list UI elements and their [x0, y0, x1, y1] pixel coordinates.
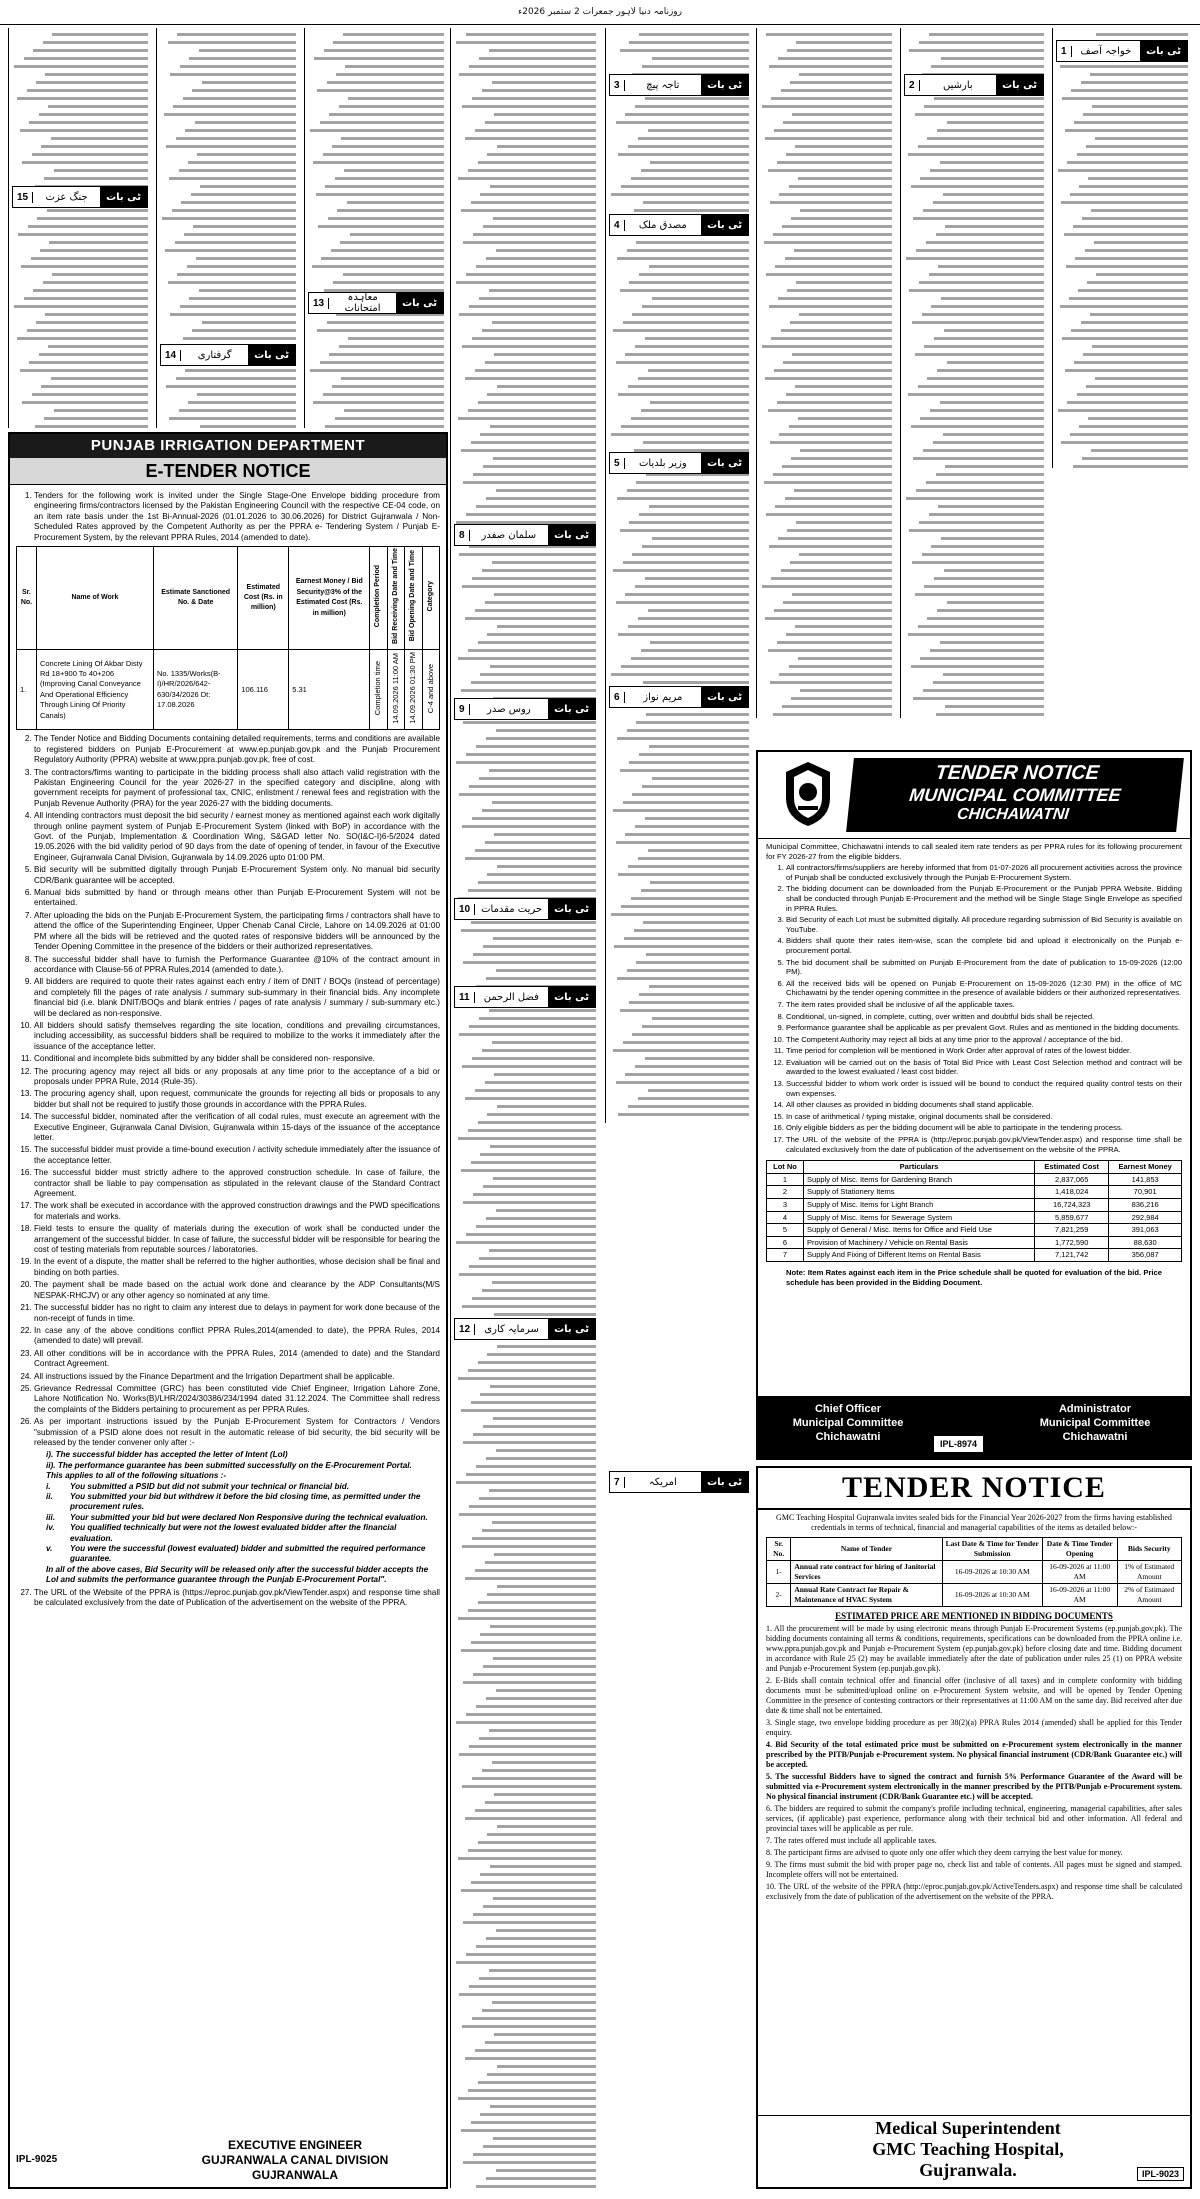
mc-table-cell: 2,837,065	[1035, 1173, 1109, 1186]
pid-table-header: Bid Opening Date and Time	[405, 547, 422, 650]
mc-item: 14. All other clauses as provided in bidding documents shall stand applicable.	[786, 1100, 1182, 1110]
headline-number: 15	[13, 192, 33, 203]
pid-table-cell: 14.09.2026 01:30 PM	[405, 650, 422, 730]
pid-sign-2: GUJRANWALA CANAL DIVISION	[201, 2153, 389, 2167]
pid-table-header: Bid Receiving Date and Time	[387, 547, 404, 650]
mc-table-header: Estimated Cost	[1035, 1161, 1109, 1174]
pid-item: 18. Field tests to ensure the quality of materials during the execution of work shall be conducted under the arrangement of the successful bidder. In case of failure, the successful bidder will be responsible for bearing the cost of testing materials from reputable sources / laboratories.	[34, 1224, 440, 1255]
case-num: iv.	[46, 1523, 55, 1533]
pid-item: 23. All other conditions will be in accordance with the PPRA Rules, 2014 (amended to date) and the Standard Contract Agreement.	[34, 1349, 440, 1370]
gmc-table-cell: 16-09-2026 at 10:30 AM	[942, 1561, 1042, 1584]
gmc-item: 4. Bid Security of the total estimated price must be submitted on e-Procurement system electronically in the manner prescribed by the PITB/Punjab e-Procurement system. No physical financial instrument (CDR/Bank Guarantee etc.) will be accepted.	[766, 1740, 1182, 1769]
mc-sign-right-2: Municipal Committee	[1039, 1417, 1151, 1429]
pid-ipl: IPL-9025	[16, 2154, 58, 2165]
mc-table-cell: 2	[767, 1186, 804, 1199]
gmc-item: 10. The URL of the website of the PPRA (http://eproc.punjab.gov.pk/ActiveTenders.aspx) and response time shall be calculated exclusively from the date of publication of the advertisement on the website of the PPRA.	[766, 1882, 1182, 1901]
pid-item: 13. The procuring agency shall, upon request, communicate the grounds for rejecting all bids or proposals to any bidder but shall not be required to justify those grounds in accordance with the PPRA Rules.	[34, 1089, 440, 1110]
mc-table-cell: Supply And Fixing of Different Items on Rental Basis	[804, 1249, 1035, 1262]
pid-table-cell: Completion time	[370, 650, 387, 730]
gmc-table-cell: Annual rate contract for hiring of Janitorial Services	[791, 1561, 942, 1584]
mc-table-cell: 1	[767, 1173, 804, 1186]
gmc-table-header: Bids Security	[1117, 1538, 1181, 1561]
case-text: You were the successful (lowest evaluated) bidder and submitted the required performance guarantee.	[70, 1544, 426, 1564]
gmc-table-cell: 16-09-2026 at 11:00 AM	[1042, 1584, 1117, 1607]
news-headline	[609, 686, 749, 708]
case-num: iii.	[46, 1512, 56, 1522]
gmc-table-row	[767, 1561, 1182, 1584]
pid-psid-tail: In all of the above cases, Bid Security will be released only after the successful bidder accepts the LoI and submits the performance guarantee through the Punjab E-Procurement Portal".	[46, 1564, 429, 1585]
pid-item: 12. The procuring agency may reject all bids or any proposals at any time prior to the acceptance of a bid or proposals under PPRA Rule, 2014 (Rule-35).	[34, 1067, 440, 1088]
mc-table-cell: 70,901	[1109, 1186, 1182, 1199]
headline-number: 10	[455, 904, 475, 915]
pid-item: 25. Grievance Redressal Committee (GRC) has been constituted vide Chief Engineer, Irrigation Lahore Zone, Lahore Notification No. Works(B)/LHR/2024/30386/234/1994 dated 31.12.2024. The Committee shall redress the complaints of the Bidders pertaining to procurement as per PPRA Rules.	[34, 1384, 440, 1415]
pid-table-cell: 1.	[17, 650, 37, 730]
pid-psid-case	[46, 1482, 440, 1492]
gmc-sign-2: GMC Teaching Hospital,	[872, 2139, 1064, 2159]
mc-table-cell: Supply of Misc. Items for Light Branch	[804, 1199, 1035, 1212]
pid-item: 9. All bidders are required to quote their rates against each entry / item of DNIT / BOQs (instead of percentage) and completely fill the pages of rate analysis / summary sub-summary in their financial bids. Any incomplete financial bid (i.e. blank DNIT/BOQs and blank entries / pages of rate analysis / summary / sub-summary etc.) will be declared as non-responsive.	[34, 977, 440, 1019]
mc-table-cell: 1,418,024	[1035, 1186, 1109, 1199]
news-headline	[609, 1471, 749, 1493]
gmc-sign-1: Medical Superintendent	[875, 2118, 1061, 2138]
headline-tag: ٹی بات	[548, 987, 595, 1007]
news-headline	[12, 186, 148, 208]
gmc-item: 6. The bidders are required to submit the company's profile including technical, engineering, managerial capabilities, after sales services, (if applicable) past experience, performance along with their technical bid and other information. All federal and provincial taxes will be applicable as per rule.	[766, 1804, 1182, 1833]
gmc-item: 9. The firms must submit the bid with proper page no, check list and table of contents. All pages must be signed and stamped. Incomplete offers will not be entertained.	[766, 1860, 1182, 1879]
headline-name: خواجہ آصف	[1080, 45, 1132, 57]
pid-table	[16, 546, 440, 730]
mc-item: 13. Successful bidder to whom work order is issued will be bound to conduct the required quality control tests on their own expenses.	[786, 1079, 1182, 1098]
headline-tag: ٹی بات	[548, 1319, 595, 1339]
pid-item: 16. The successful bidder must strictly adhere to the approved construction schedule. In case of failure, the contractor shall be liable to pay compensation as stipulated in the relevant clause of the Standard Contract Agreement.	[34, 1168, 440, 1199]
news-headline	[454, 524, 596, 546]
mc-title-1: TENDER NOTICE	[934, 762, 1101, 784]
pid-table-header: Name of Work	[36, 547, 153, 650]
mc-item: 4. Bidders shall quote their rates item-wise, scan the complete bid and upload it electronically on the Punjab e-procurement portal.	[786, 936, 1182, 955]
pid-tender	[8, 432, 448, 2189]
pid-item: 22. In case any of the above conditions conflict PPRA Rules,2014(amended to date), the PPRA Rules, 2014 (amended to date) will prevail.	[34, 1326, 440, 1347]
pid-table-cell: No. 1335/Works(B-I)/HR/2026/642-630/34/2026 Dt: 17.08.2026	[153, 650, 237, 730]
pid-table-cell: 106.116	[238, 650, 289, 730]
pid-psid-case	[46, 1492, 440, 1513]
headline-name: سلمان صفدر	[481, 529, 537, 541]
news-headline	[1056, 40, 1188, 62]
mc-sign-left-1: Chief Officer	[814, 1403, 881, 1415]
mc-table-row	[767, 1249, 1182, 1262]
headline-number: 11	[455, 992, 475, 1003]
pid-psid-case	[46, 1523, 440, 1544]
mc-table-header: Particulars	[804, 1161, 1035, 1174]
mc-note: Note: Item Rates against each item in the Price schedule shall be quoted for evaluation of the bid. Price schedule has been provided in the Bidding Document.	[786, 1267, 1162, 1287]
news-column	[900, 28, 1048, 718]
mc-table-cell: 16,724,323	[1035, 1199, 1109, 1212]
gmc-table-cell: 16-09-2026 at 11:00 AM	[1042, 1561, 1117, 1584]
mc-item: 17. The URL of the website of the PPRA is (http://eproc.punjab.gov.pk/ViewTender.aspx) and response time shall be calculated exclusively from the date of publication of the advertisement on the website of the PPRA.	[786, 1135, 1182, 1154]
pid-item: 4. All intending contractors must deposit the bid security / earnest money as mentioned against each work digitally through online payment system of Punjab E-Procurement System (linked with BoP) in accordance with the Govt. of the Punjab, Implementation & Coordination Wing, S&GAD letter No. SO(I&C-I)6-5/2024 dated 19.05.2026 with the bid validity period of 90 days from the date of opening of tender, in favour of the Executive Engineer, Gujranwala Canal Division, Gujranwala by 14.09.2026 upto 01:00 PM.	[34, 811, 440, 863]
headline-name: بارشیں	[942, 79, 973, 91]
mc-table-cell: Supply of General / Misc. Items for Office and Field Use	[804, 1224, 1035, 1237]
gmc-table-header: Date & Time Tender Opening	[1042, 1538, 1117, 1561]
mc-table-cell: Provision of Machinery / Vehicle on Rental Basis	[804, 1236, 1035, 1249]
pid-psid-case	[46, 1513, 440, 1523]
headline-name: وزیر بلدیات	[638, 457, 687, 469]
pid-psid-line: This applies to all of the following situations :-	[46, 1471, 227, 1481]
pid-psid-line: i). The successful bidder has accepted the letter of Intent (LoI)	[46, 1450, 288, 1460]
pid-item: 10. All bidders should satisfy themselves regarding the site location, conditions and prevailing circumstances, including accessibility, as successful bidders shall be required to mobilize to the works it immediately after the issuance of the acceptance letter.	[34, 1021, 440, 1052]
news-column	[304, 28, 448, 428]
headline-number: 7	[610, 1477, 625, 1488]
case-num: i.	[46, 1481, 51, 1491]
headline-number: 14	[161, 350, 181, 361]
mc-item: 10. The Competent Authority may reject all bids at any time prior to the approval / acceptance of the bid.	[786, 1035, 1182, 1045]
gmc-table-header: Name of Tender	[791, 1538, 942, 1561]
mc-item: 16. Only eligible bidders as per the bidding document will be able to participate in the tendering process.	[786, 1123, 1182, 1133]
headline-number: 9	[455, 704, 470, 715]
news-headline	[454, 1318, 596, 1340]
pid-item: 3. The contractors/firms wanting to participate in the bidding process shall also attach valid registration with the Pakistan Engineering Council for the year 2026-27 in the specified category and discipline, along with government receipts for payment of professional tax, CNIC, enlistment / renewal fees and registration with the Punjab Revenue Authority (PRA) for the year 2026-27 with the bidding documents.	[34, 768, 440, 810]
mc-table-cell: 7	[767, 1249, 804, 1262]
gmc-item: 1. All the procurement will be made by using electronic means through Punjab E-Procurement Systems (ep.punjab.gov.pk). The bidding documents containing all terms & conditions, requirements, specifications can be downloaded from the PPRA online i.e. www.ppra.punjab.gov.pk and Punjab e-Procurement System (ep.punjab.gov.pk) before closing date and time. Bidding document in accordance with Rule 25 (2) may be available immediately after the date of publication under rules 25 (1) on PPRA website and Punjab e-Procurement System (ep.punjab.gov.pk).	[766, 1624, 1182, 1673]
headline-name: مصدق ملک	[638, 219, 687, 231]
case-text: You submitted your bid but withdrew it before the bid closing time, as permitted under the procurement rules.	[70, 1492, 421, 1512]
gmc-estimated: ESTIMATED PRICE ARE MENTIONED IN BIDDING DOCUMENTS	[835, 1611, 1113, 1621]
pid-dept: PUNJAB IRRIGATION DEPARTMENT	[10, 434, 446, 458]
case-num: ii.	[46, 1492, 53, 1502]
mc-table-cell: 6	[767, 1236, 804, 1249]
pid-title: E-TENDER NOTICE	[10, 458, 446, 485]
mc-table	[766, 1160, 1182, 1262]
news-headline	[454, 898, 596, 920]
pid-item: 6. Manual bids submitted by hand or through means other than Punjab E-Procurement System will not be entertained.	[34, 888, 440, 909]
gmc-intro: GMC Teaching Hospital Gujranwala invites sealed bids for the Financial Year 2026-2027 from the firms having established credentials in terms of technical, financial and managerial capabilities of the items as detailed below:-	[776, 1513, 1172, 1532]
headline-number: 6	[610, 692, 625, 703]
mc-table-row	[767, 1236, 1182, 1249]
case-text: You qualified technically but were not the lowest evaluated bidder after the financial evaluation.	[70, 1523, 397, 1543]
pid-item: 11. Conditional and incomplete bids submitted by any bidder shall be considered non- responsive.	[34, 1054, 440, 1064]
mc-title-3: CHICHAWATNI	[956, 806, 1070, 823]
gmc-ipl: IPL-9023	[1137, 2167, 1184, 2181]
mc-table-cell: 88,630	[1109, 1236, 1182, 1249]
news-column	[605, 28, 753, 1123]
headline-name: روس صدر	[487, 703, 531, 715]
mc-intro: Municipal Committee, Chichawatni intends to call sealed item rate tenders as per PPRA rules for its following procurement for FY 2026-27 from the eligible bidders.	[766, 842, 1182, 861]
mc-sign-right-3: Chichawatni	[1062, 1431, 1128, 1443]
news-headline	[454, 986, 596, 1008]
headline-tag: ٹی بات	[548, 525, 595, 545]
gmc-table-cell: 2% of Estimated Amount	[1117, 1584, 1181, 1607]
mc-table-header: Lot No	[767, 1161, 804, 1174]
pid-item: 26. As per important instructions issued by the Punjab E-Procurement System for Contractors / Vendors "submission of a PSID alone does not result in the automatic release of bid security, the bid security will be released by the tender convener only after :-	[34, 1417, 440, 1448]
news-headline	[609, 452, 749, 474]
gmc-sign-3: Gujranwala.	[919, 2160, 1017, 2180]
pid-item: 24. All instructions issued by the Finance Department and the Irrigation Department shall be applicable.	[34, 1372, 440, 1382]
headline-name: تاجہ پیچ	[646, 79, 680, 91]
news-column	[756, 28, 896, 718]
headline-tag: ٹی بات	[701, 1472, 748, 1492]
mc-item: 11. Time period for completion will be mentioned in Work Order after approval of rates of the lowest bidder.	[786, 1046, 1182, 1056]
headline-number: 5	[610, 458, 625, 469]
case-num: v.	[46, 1544, 53, 1554]
gmc-title: TENDER NOTICE	[758, 1468, 1190, 1510]
pid-item: 2. The Tender Notice and Bidding Documents containing detailed requirements, terms and conditions are available to registered bidders on Punjab E-Procurement at www.ep.punjab.gov.pk and the Punjab Procurement Regulatory Authority (PPRA) website at www.ppra.punjab.gov.pk, free of cost.	[34, 734, 440, 765]
headline-name: حریت مقدمات	[481, 903, 543, 915]
headline-name: سرمایہ کاری	[484, 1323, 539, 1335]
mc-table-cell: 141,853	[1109, 1173, 1182, 1186]
mc-sign-left-3: Chichawatni	[815, 1431, 881, 1443]
headline-tag: ٹی بات	[701, 687, 748, 707]
news-headline	[904, 74, 1044, 96]
headline-tag: ٹی بات	[548, 699, 595, 719]
headline-name: جنگ عزت	[45, 191, 88, 203]
pid-table-cell: 14.09.2026 11:00 AM	[387, 650, 404, 730]
mc-table-row	[767, 1211, 1182, 1224]
pid-table-cell: C-4 and above	[422, 650, 439, 730]
headline-tag: ٹی بات	[100, 187, 147, 207]
news-headline	[160, 344, 296, 366]
pid-item-27: 27. The URL of the Website of the PPRA is (https://eproc.punjab.gov.pk/ViewTender.aspx) and response time shall be calculated exclusively from the date of Publication of the advertisement on the website of the PPRA.	[34, 1588, 440, 1609]
mc-item: 7. The item rates provided shall be inclusive of all the applicable taxes.	[786, 1000, 1182, 1010]
pid-table-cell: 5.31	[289, 650, 370, 730]
gmc-item: 5. The successful Bidders have to signed the contract and furnish 5% Performance Guarantee of the Award will be submitted via e-Procurement system electronically in the manner prescribed by the PITB/Punjab e-Procurement system. No physical financial instrument (CDR/Bank Guarantee etc.) will be accepted.	[766, 1772, 1182, 1801]
gmc-tender	[756, 1466, 1192, 2189]
mc-table-cell: 7,821,259	[1035, 1224, 1109, 1237]
headline-tag: ٹی بات	[1140, 41, 1187, 61]
mc-item: 6. All the received bids will be opened on Punjab E-Procurement on 15-09-2026 (12:30 PM) in the office of MC Chichawatni by the tender opening committee in the presence of available bidders or their authorized representatives.	[786, 979, 1182, 998]
mc-logo	[778, 758, 838, 830]
mc-table-cell: 4	[767, 1211, 804, 1224]
mc-title-2: MUNICIPAL COMMITTEE	[908, 785, 1122, 805]
mc-table-cell: 3	[767, 1199, 804, 1212]
pid-psid-case	[46, 1544, 440, 1565]
mc-sign-left-2: Municipal Committee	[792, 1417, 904, 1429]
gmc-table-header: Last Date & Time for Tender Submission	[942, 1538, 1042, 1561]
headline-name: فضل الرحمن	[483, 991, 539, 1003]
mc-item: 12. Evaluation will be carried out on the basis of Total Bid Price with Least Cost Selection method and contract will be awarded to the lowest evaluated / least cost bidder.	[786, 1058, 1182, 1077]
pid-table-header: Earnest Money / Bid Security@3% of the Estimated Cost (Rs. in million)	[289, 547, 370, 650]
pid-item: 8. The successful bidder shall have to furnish the Performance Guarantee @10% of the contract amount in accordance with Clause-56 of PPRA Rules,2014 (amended to date.).	[34, 955, 440, 976]
headline-number: 12	[455, 1324, 475, 1335]
headline-number: 1	[1057, 46, 1072, 57]
mc-table-row	[767, 1173, 1182, 1186]
headline-tag: ٹی بات	[701, 453, 748, 473]
mc-table-cell: Supply of Misc. Items for Gardening Branch	[804, 1173, 1035, 1186]
gmc-table-cell: 1% of Estimated Amount	[1117, 1561, 1181, 1584]
mc-item: 8. Conditional, un-signed, in complete, cutting, over written and doubtful bids shall be rejected.	[786, 1012, 1182, 1022]
mc-item: 2. The bidding document can be downloaded from the Punjab E-Procurement or the Punjab PPRA Website. Bidding shall be conducted through Punjab E-Procurement and the method will be Single Stage Single Envelope as specified in PPRA Rules.	[786, 884, 1182, 913]
headline-name: امریکہ	[648, 1476, 677, 1488]
mc-table-cell: Supply of Stationery Items	[804, 1186, 1035, 1199]
pid-table-header: Completion Period	[370, 547, 387, 650]
mc-table-cell: 5,859,677	[1035, 1211, 1109, 1224]
headline-name: معاہدہ امتحانات	[344, 292, 381, 314]
mc-item: 1. All contractors/firms/suppliers are hereby informed that from 01-07-2026 all procurement activities across the province of Punjab shall be conducted exclusively through the Punjab E-Procurement System.	[786, 863, 1182, 882]
pid-item: 17. The work shall be executed in accordance with the approved construction drawings and the PWD specifications for materials and works.	[34, 1201, 440, 1222]
gmc-table-header: Sr. No.	[767, 1538, 791, 1561]
mc-table-cell: 356,087	[1109, 1249, 1182, 1262]
gmc-table-cell: 1-	[767, 1561, 791, 1584]
gmc-table-cell: Annual Rate Contract for Repair & Maintenance of HVAC System	[791, 1584, 942, 1607]
mc-item: 15. In case of arithmetical / typing mistake, original documents shall be considered.	[786, 1112, 1182, 1122]
headline-tag: ٹی بات	[701, 75, 748, 95]
pid-sign-1: EXECUTIVE ENGINEER	[227, 2138, 363, 2152]
pid-psid-line: ii). The performance guarantee has been submitted successfully on the E-Procurement Portal.	[46, 1460, 412, 1470]
news-headline	[308, 292, 444, 314]
headline-tag: ٹی بات	[996, 75, 1043, 95]
news-column	[1052, 28, 1192, 468]
mc-table-row	[767, 1224, 1182, 1237]
pid-item: 5. Bid security will be submitted digitally through Punjab E-Procurement System only. No manual bid security CDR/Bank guarantee will be accepted.	[34, 865, 440, 886]
headline-number: 2	[905, 80, 920, 91]
mc-table-cell: 292,984	[1109, 1211, 1182, 1224]
mc-item: 3. Bid Security of each Lot must be submitted digitally. All procedure regarding submission of Bid Security is available on YouTube.	[786, 915, 1182, 934]
headline-name: مریم نواز	[643, 691, 683, 703]
mc-table-cell: 5	[767, 1224, 804, 1237]
case-text: Your submitted your bid but were declared Non Responsive during the technical evaluation.	[70, 1512, 428, 1522]
pid-table-header: Estimated Cost (Rs. in million)	[238, 547, 289, 650]
mc-item: 5. The bid document shall be submitted on Punjab E-Procurement from the date of publication to 15-09-2026 (12:00 PM).	[786, 958, 1182, 977]
pid-item: 14. The successful bidder, nominated after the verification of all codal rules, must execute an agreement with the Executive Engineer, Gujranwala Canal Division, Gujranwala within 15-days of the issuance of the acceptance letter.	[34, 1112, 440, 1143]
mc-item: 9. Performance guarantee shall be applicable as per prevalent Govt. Rules and as mentioned in the bidding documents.	[786, 1023, 1182, 1033]
gmc-item: 8. The participant firms are advised to quote only one offer which they deem carrying the best value for money.	[766, 1848, 1123, 1857]
news-column	[156, 28, 300, 428]
mc-table-header: Earnest Money	[1109, 1161, 1182, 1174]
case-text: You submitted a PSID but did not submit your technical or financial bid.	[70, 1481, 349, 1491]
headline-number: 8	[455, 530, 470, 541]
news-headline	[609, 74, 749, 96]
pid-item: 21. The successful bidder has no right to claim any interest due to delays in payment for work done because of the non-receipt of funds in time.	[34, 1303, 440, 1324]
mc-table-cell: 391,063	[1109, 1224, 1182, 1237]
mc-sign-right-1: Administrator	[1058, 1403, 1132, 1415]
gmc-item: 7. The rates offered must include all applicable taxes.	[766, 1836, 937, 1845]
mc-ipl: IPL-8974	[934, 1436, 983, 1452]
gmc-item: 2. E-Bids shall contain technical offer and financial offer (inclusive of all taxes) and in complete conformity with bidding documents must be submitted/upload online on e-Procurement System website, and will be opened by Tender Opening Committee in the presence of contesting contractors or their representatives at 11:00 AM on the same day. Bid received after due date & time shall not be entertained.	[766, 1676, 1182, 1715]
gmc-table	[766, 1537, 1182, 1607]
headline-tag: ٹی بات	[248, 345, 295, 365]
masthead-rule	[0, 24, 1200, 25]
headline-tag: ٹی بات	[701, 215, 748, 235]
pid-table-header: Sr. No.	[17, 547, 37, 650]
gmc-table-cell: 2-	[767, 1584, 791, 1607]
pid-table-header: Estimate Sanctioned No. & Date	[153, 547, 237, 650]
gmc-table-row	[767, 1584, 1182, 1607]
pid-item: 15. The successful bidder must provide a time-bound execution / activity schedule immediately after the issuance of the acceptance letter.	[34, 1145, 440, 1166]
pid-item: 7. After uploading the bids on the Punjab E-Procurement System, the participating firms / contractors shall have to attend the office of the Superintending Engineer, Upper Chenab Canal Circle, Lahore on 14.09.2026 at 01:00 PM where all the bids will be retrieved and the quoted rates of responsive bidders will be announced by the Tender Opening Committee in the presence of the bidders or their authorized representatives.	[34, 911, 440, 953]
gmc-table-cell: 16-09-2026 at 10:30 AM	[942, 1584, 1042, 1607]
headline-number: 13	[309, 298, 329, 309]
mc-table-cell: 1,772,590	[1035, 1236, 1109, 1249]
mc-table-row	[767, 1186, 1182, 1199]
pid-sign-3: GUJRANWALA	[252, 2168, 338, 2182]
mc-table-cell: 7,121,742	[1035, 1249, 1109, 1262]
news-column	[450, 28, 600, 2188]
headline-name: گرفتاری	[197, 349, 232, 361]
headline-number: 4	[610, 220, 625, 231]
pid-item: 19. In the event of a dispute, the matter shall be referred to the higher authorities, whose decision shall be final and binding on both parties.	[34, 1257, 440, 1278]
headline-tag: ٹی بات	[548, 899, 595, 919]
headline-tag: ٹی بات	[396, 293, 443, 313]
news-headline	[454, 698, 596, 720]
pid-table-cell: Concrete Lining Of Akbar Disty Rd 18+900 To 40+206 (Improving Canal Conveyance And Operational Efficiency Through Lining Of Priority Canals)	[36, 650, 153, 730]
mc-table-row	[767, 1199, 1182, 1212]
news-column	[8, 28, 152, 428]
pid-intro: 1. Tenders for the following work is invited under the Single Stage-One Envelope bidding procedure from engineering firms/contractors licensed by the Pakistan Engineering Council with the respective CE-04 code, on an item rate basis under the 1st Bi-Annual-2026 (01.01.2026 to 30.06.2026) for District Gujranwala / Non-Scheduled Rates approved by the Competent Authority as per the PPRA e- Tendering System / Punjab E-Procurement System, by the relevant PPRA Rules, 2014 (amended to date).	[34, 491, 440, 543]
pid-item: 20. The payment shall be made based on the actual work done and clearance by the ADP Consultants(M/S NESPAK-RHCJV) or any other agency so nominated at any time.	[34, 1280, 440, 1301]
gmc-item: 3. Single stage, two envelope bidding procedure as per 38(2)(a) PPRA Rules 2014 (amended) shall be applied for this Tender enquiry.	[766, 1718, 1182, 1737]
masthead: روزنامہ دنیا لاہور جمعرات 2 ستمبر 2026ء	[518, 7, 682, 17]
news-headline	[609, 214, 749, 236]
mc-tender	[756, 750, 1192, 1460]
mc-table-cell: 836,216	[1109, 1199, 1182, 1212]
mc-table-cell: Supply of Misc. Items for Sewerage System	[804, 1211, 1035, 1224]
pid-table-header: Category	[422, 547, 439, 650]
headline-number: 3	[610, 80, 625, 91]
